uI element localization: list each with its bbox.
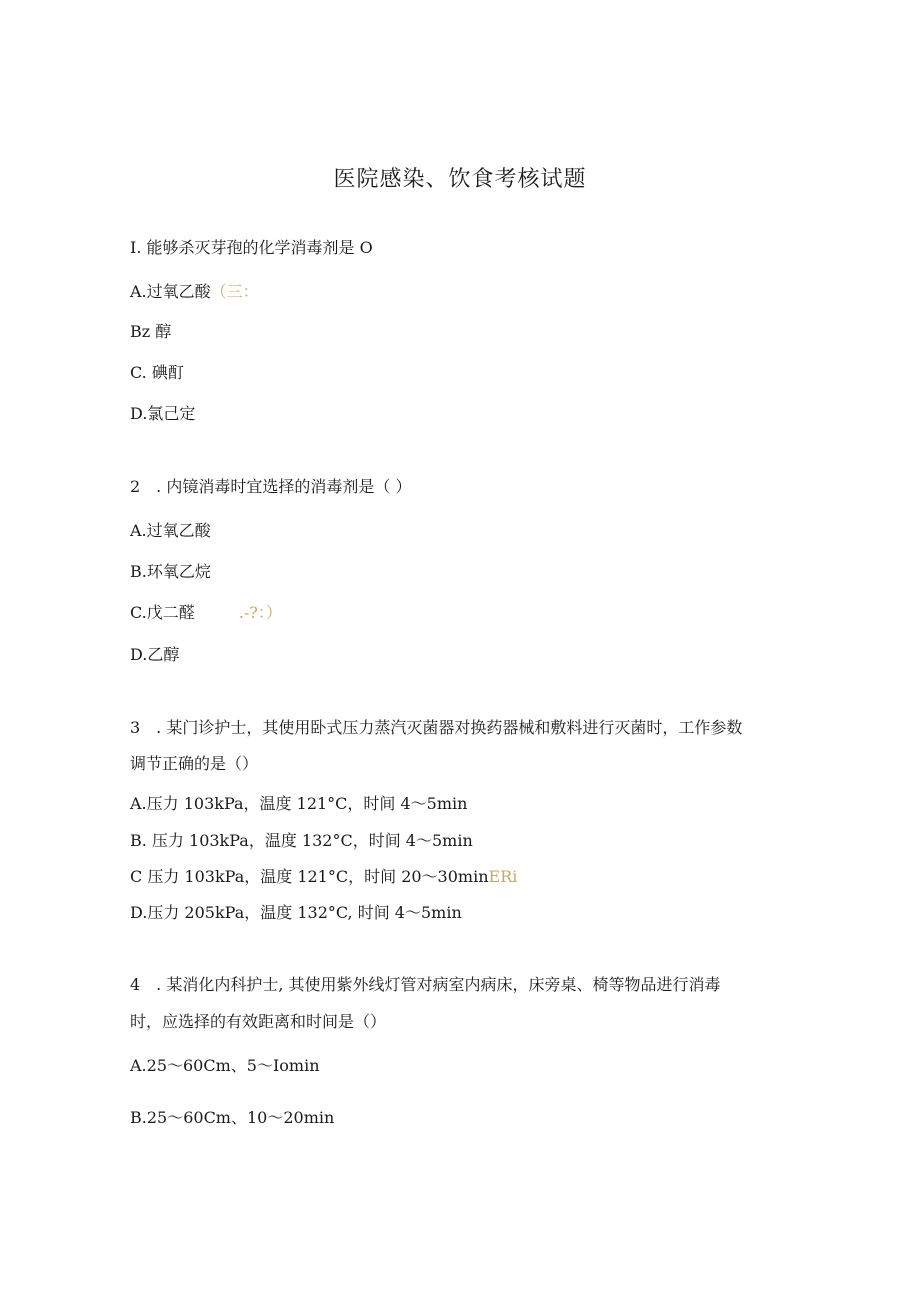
question-1-option-d: D.氯己定 [130,404,196,423]
question-2-option-a: A.过氧乙酸 [130,521,211,540]
question-3-stem-line-2: 调节正确的是（） [130,754,259,773]
question-3-option-d: D.压力 205kPa，温度 132°C, 时间 4～5min [130,903,462,922]
stamp-mark: （三： [210,282,259,301]
question-4-stem-line-1: 4 . 某消化内科护士, 其使用紫外线灯管对病室内病床，床旁桌、椅等物品进行消毒 [130,975,721,994]
option-text: C 压力 103kPa，温度 121°C，时间 20～30min [130,867,489,886]
question-4-stem-line-2: 时，应选择的有效距离和时间是（） [130,1012,387,1031]
question-1-stem: I. 能够杀灭芽孢的化学消毒剂是 O [130,238,373,257]
option-text: C.戊二醛 [130,603,195,622]
question-3-option-c [130,867,517,887]
question-2-option-b: B.环氧乙烷 [130,562,211,581]
question-2-stem: 2 . 内镜消毒时宜选择的消毒剂是（ ） [130,477,412,496]
question-3-option-b: B. 压力 103kPa，温度 132°C，时间 4～5min [130,831,473,850]
question-2-option-c [130,603,282,623]
question-4-option-b: B.25～60Cm、10～20min [130,1108,335,1127]
question-1-option-b: Bz 醇 [130,322,172,341]
stamp-mark: ERi [488,867,518,886]
question-3-option-a: A.压力 103kPa，温度 121°C，时间 4～5min [130,794,468,813]
question-2-option-d: D.乙醇 [130,645,180,664]
question-1-option-c: C. 碘酊 [130,363,184,382]
question-3-stem-line-1: 3 . 某门诊护士，其使用卧式压力蒸汽灭菌器对换药器械和敷料进行灭菌时，工作参数 [130,718,743,737]
page-title: 医院感染、饮食考核试题 [333,167,587,192]
stamp-mark: .-?：） [238,603,282,622]
question-1-option-a [130,282,259,302]
question-4-option-a: A.25～60Cm、5～Iomin [130,1056,320,1075]
option-text: A.过氧乙酸 [130,282,211,301]
